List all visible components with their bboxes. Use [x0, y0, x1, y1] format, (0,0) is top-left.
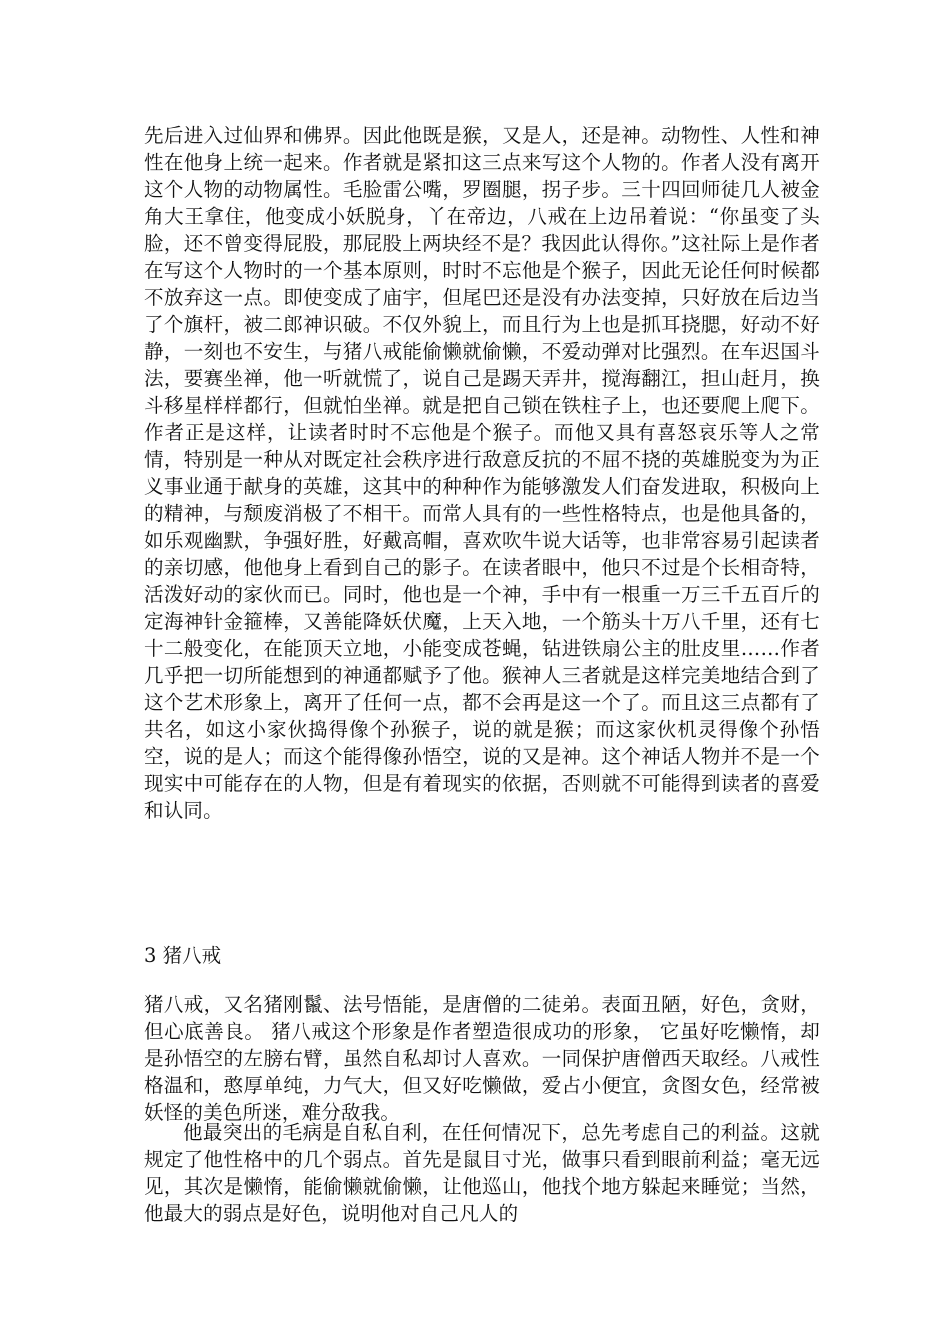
body-paragraph: 猪八戒，又名猪刚鬣、法号悟能，是唐僧的二徒弟。表面丑陋，好色，贪财，但心底善良。 猪八戒这个形象是作者塑造很成功的形象， 它虽好吃懒惰，却是孙悟空的左膀右臂，虽然自私却讨人喜欢。一同保护唐僧西天取经。八戒性格温和，憨厚单纯，力气大，但又好吃懒做，爱占小便宜，贪图女色，经常被妖怪的美色所迷，难分敌我。	[144, 993, 820, 1124]
section-heading: 3 猪八戒	[144, 944, 222, 967]
body-paragraph: 先后进入过仙界和佛界。因此他既是猴，又是人，还是神。动物性、人性和神性在他身上统一起来。作者就是紧扣这三点来写这个人物的。作者人没有离开这个人物的动物属性。毛脸雷公嘴，罗圈腿，拐子步。三十四回师徒几人被金角大王拿住，他变成小妖脱身，丫在帝边，八戒在上边吊着说：“你虽变了头脸，还不曾变得屁股，那屁股上两块经不是？我因此认得你。”这社际上是作者在写这个人物时的一个基本原则，时时不忘他是个猴子，因此无论任何时候都不放弃这一点。即使变成了庙宇，但尾巴还是没有办法变掉，只好放在后边当了个旗杆，被二郎神识破。不仅外貌上，而且行为上也是抓耳挠腮，好动不好静，一刻也不安生，与猪八戒能偷懒就偷懒，不爱动弹对比强烈。在车迟国斗法，要赛坐禅，他一听就慌了，说自己是踢天弄井，搅海翻江，担山赶月，换斗移星样样都行，但就怕坐禅。就是把自己锁在铁柱子上，也还要爬上爬下。作者正是这样，让读者时时不忘他是个猴子。而他又具有喜怒哀乐等人之常情，特别是一种从对既定社会秩序进行敌意反抗的不屈不挠的英雄脱变为为正义事业通于献身的英雄，这其中的种种作为能够激发人们奋发进取，积极向上的精神，与颓废消极了不相干。而常人具有的一些性格特点，也是他具备的，如乐观幽默，争强好胜，好戴高帽，喜欢吹牛说大话等，也非常容易引起读者的亲切感，他他身上看到自己的影子。在读者眼中，他只不过是个长相奇特，活泼好动的家伙而已。同时，他也是一个神，手中有一根重一万三千五百斤的定海神针金箍棒，又善能降妖伏魔，上天入地，一个筋头十万八千里，还有七十二般变化，在能顶天立地，小能变成苍蝇，钻进铁扇公主的肚皮里……作者几乎把一切所能想到的神通都赋予了他。猴神人三者就是这样完美地结合到了这个艺术形象上，离开了任何一点，都不会再是这一个了。而且这三点都有了共名，如这小家伙捣得像个孙猴子，说的就是猴；而这家伙机灵得像个孙悟空，说的是人；而这个能得像孙悟空，说的又是神。这个神话人物并不是一个现实中可能存在的人物，但是有着现实的依据，否则就不可能得到读者的喜爱和认同。	[144, 124, 820, 822]
body-paragraph: 他最突出的毛病是自私自利，在任何情况下，总先考虑自己的利益。这就规定了他性格中的几个弱点。首先是鼠目寸光，做事只看到眼前利益；毫无远见，其次是懒惰，能偷懒就偷懒，让他巡山，他找个地方躲起来睡觉；当然，他最大的弱点是好色，说明他对自己凡人的	[144, 1121, 820, 1225]
